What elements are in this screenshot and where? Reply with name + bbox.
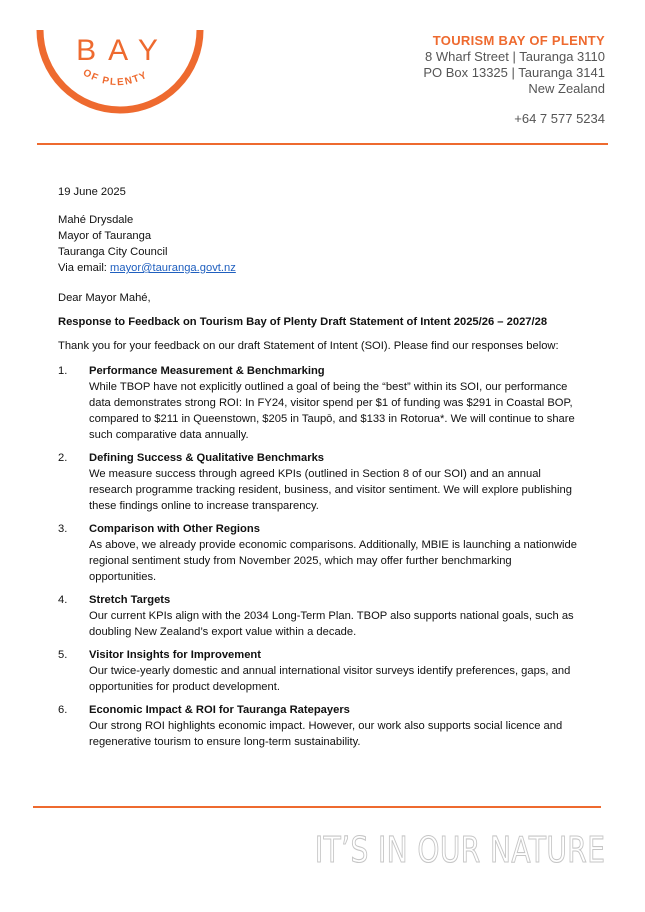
item-number: 3.: [58, 523, 68, 535]
letter-date: 19 June 2025: [58, 186, 126, 198]
item-number: 1.: [58, 365, 68, 377]
list-item: [58, 450, 578, 514]
response-list: [58, 363, 578, 750]
item-number: 2.: [58, 452, 68, 464]
item-number: 4.: [58, 594, 68, 606]
item-body: As above, we already provide economic comparisons. Additionally, MBIE is launching a nationwide regional sentiment study from November 2025, which may offer further benchmarking opportunities.: [89, 539, 577, 583]
item-title: Stretch Targets: [89, 594, 171, 606]
recipient-title: Mayor of Tauranga: [58, 230, 152, 242]
letter-body: [58, 184, 578, 757]
org-contact-block: [423, 33, 605, 127]
list-item: [58, 521, 578, 585]
recipient-organisation: Tauranga City Council: [58, 246, 168, 258]
email-prefix: Via email:: [58, 262, 111, 274]
recipient-name: Mahé Drysdale: [58, 214, 134, 226]
list-item: [58, 363, 578, 443]
subject-line: Response to Feedback on Tourism Bay of Plenty Draft Statement of Intent 2025/26 – 2027/28: [58, 316, 548, 328]
email-link[interactable]: mayor@tauranga.govt.nz: [110, 262, 236, 274]
org-phone: +64 7 577 5234: [514, 111, 605, 126]
logo-word: BAY: [76, 34, 170, 67]
item-number: 5.: [58, 649, 68, 661]
recipient-email-line: [58, 260, 578, 276]
item-number: 6.: [58, 704, 68, 716]
item-body: Our current KPIs align with the 2034 Long-Term Plan. TBOP also supports national goals, such as doubling New Zealand’s export value within a decade.: [89, 610, 574, 638]
item-body: While TBOP have not explicitly outlined a goal of being the “best” within its SOI, our performance data demonstrates strong ROI: In FY24, visitor spend per $1 of funding was $291 in Coastal BOP, compared to $211 in Queenstown, $205 in Taupō, and $133 in Rotorua*. We will continue to share such comparative data annually.: [89, 381, 575, 441]
recipient-block: [58, 212, 578, 276]
org-address-line: PO Box 13325 | Tauranga 3141: [423, 65, 605, 80]
item-body: Our twice-yearly domestic and annual international visitor surveys identify preferences, gaps, and opportunities for product development.: [89, 665, 571, 693]
header-divider: [37, 143, 608, 145]
item-title: Visitor Insights for Improvement: [89, 649, 261, 661]
footer-tagline: IT’S IN OUR NATURE: [314, 830, 605, 871]
item-body: We measure success through agreed KPIs (outlined in Section 8 of our SOI) and an annual research programme tracking resident, business, and visitor sentiment. We will explore publishing these findings online to increase transparency.: [89, 468, 572, 512]
salutation: Dear Mayor Mahé,: [58, 292, 151, 304]
item-title: Performance Measurement & Benchmarking: [89, 365, 325, 377]
org-address-line: 8 Wharf Street | Tauranga 3110: [425, 49, 605, 64]
intro-paragraph: Thank you for your feedback on our draft Statement of Intent (SOI). Please find our responses below:: [58, 340, 559, 352]
item-body: Our strong ROI highlights economic impact. However, our work also supports social licence and regenerative tourism to ensure long-term sustainability.: [89, 720, 563, 748]
list-item: [58, 702, 578, 750]
org-name: TOURISM BAY OF PLENTY: [432, 33, 605, 48]
bay-of-plenty-logo: [36, 24, 204, 116]
item-title: Economic Impact & ROI for Tauranga Ratepayers: [89, 704, 350, 716]
logo-sub: OF PLENTY: [80, 67, 150, 89]
list-item: [58, 592, 578, 640]
item-title: Defining Success & Qualitative Benchmarks: [89, 452, 325, 464]
org-address-line: New Zealand: [528, 81, 605, 96]
footer-divider: [33, 806, 601, 808]
list-item: [58, 647, 578, 695]
item-title: Comparison with Other Regions: [89, 523, 260, 535]
